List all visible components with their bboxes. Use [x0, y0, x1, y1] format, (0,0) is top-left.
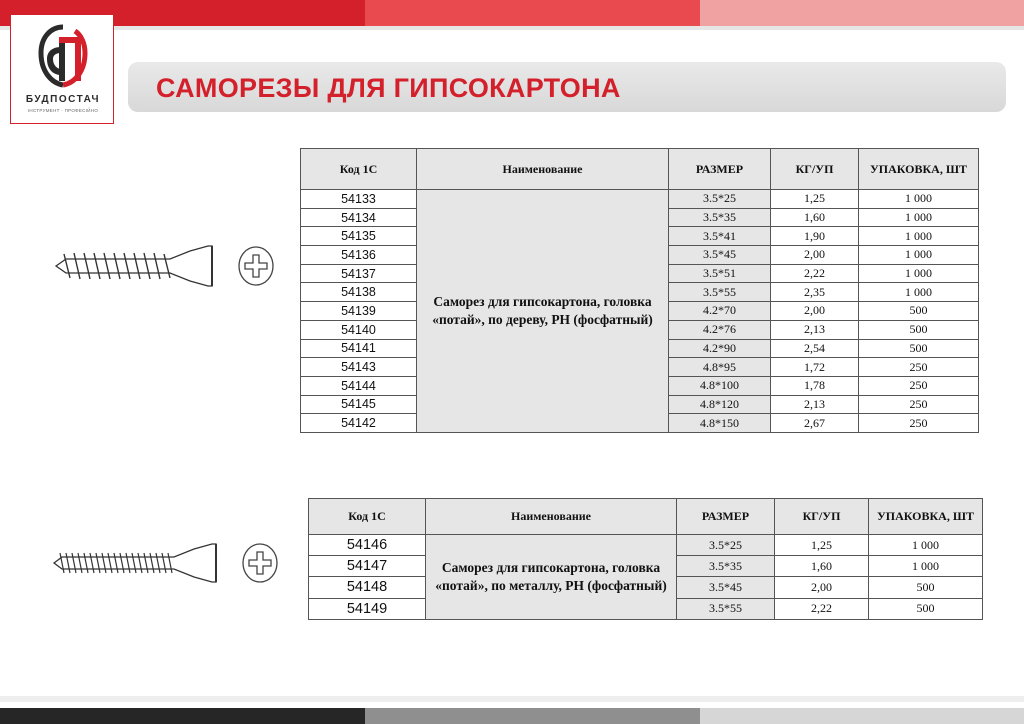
code-cell: 54136 — [301, 246, 417, 265]
size-cell: 3.5*35 — [669, 208, 771, 227]
kg-cell: 2,00 — [771, 246, 859, 265]
pack-cell: 1 000 — [859, 190, 979, 209]
kg-cell: 2,54 — [771, 339, 859, 358]
screw-wood-icon — [52, 242, 218, 290]
metal-screws-table — [308, 498, 983, 620]
pack-cell: 1 000 — [859, 208, 979, 227]
header-kg: КГ/УП — [771, 149, 859, 190]
bottom-bar-segment-light — [700, 708, 1024, 724]
title-banner — [128, 62, 1006, 112]
code-cell: 54138 — [301, 283, 417, 302]
code-cell: 54147 — [309, 556, 426, 577]
code-cell: 54133 — [301, 190, 417, 209]
phillips-head-icon — [236, 245, 276, 287]
header-pack: УПАКОВКА, ШТ — [869, 499, 983, 535]
kg-cell: 1,60 — [775, 556, 869, 577]
size-cell: 3.5*25 — [669, 190, 771, 209]
code-cell: 54145 — [301, 395, 417, 414]
kg-cell: 2,13 — [771, 320, 859, 339]
code-cell: 54146 — [309, 535, 426, 556]
pack-cell: 250 — [859, 414, 979, 433]
brand-tagline: ІНСТРУМЕНТ · ПРОФЕСІЙНО — [27, 108, 99, 113]
product-description: Саморез для гипсокартона, головка «потай», по металлу, PH (фосфатный) — [426, 535, 677, 620]
brand-name: БУДПОСТАЧ — [25, 94, 101, 105]
header-code: Код 1С — [309, 499, 426, 535]
size-cell: 3.5*45 — [669, 246, 771, 265]
size-cell: 3.5*25 — [677, 535, 775, 556]
code-cell: 54141 — [301, 339, 417, 358]
table-header-row — [301, 149, 979, 190]
kg-cell: 2,00 — [771, 302, 859, 321]
phillips-head-icon — [240, 542, 280, 584]
header-kg: КГ/УП — [775, 499, 869, 535]
size-cell: 4.8*120 — [669, 395, 771, 414]
header-pack: УПАКОВКА, ШТ — [859, 149, 979, 190]
pack-cell: 250 — [859, 358, 979, 377]
pack-cell: 1 000 — [859, 283, 979, 302]
code-cell: 54139 — [301, 302, 417, 321]
header-name: Наименование — [417, 149, 669, 190]
header-size: РАЗМЕР — [677, 499, 775, 535]
wood-screws-table — [300, 148, 979, 433]
kg-cell: 2,35 — [771, 283, 859, 302]
header-code: Код 1С — [301, 149, 417, 190]
size-cell: 4.8*100 — [669, 376, 771, 395]
code-cell: 54149 — [309, 598, 426, 619]
top-bar-segment-pink — [700, 0, 1024, 26]
brand-logo — [10, 14, 114, 124]
pack-cell: 500 — [859, 320, 979, 339]
kg-cell: 2,13 — [771, 395, 859, 414]
kg-cell: 2,00 — [775, 577, 869, 598]
code-cell: 54140 — [301, 320, 417, 339]
kg-cell: 1,60 — [771, 208, 859, 227]
bottom-bar-segment-dark — [0, 708, 365, 724]
pack-cell: 1 000 — [859, 264, 979, 283]
kg-cell: 1,25 — [771, 190, 859, 209]
pack-cell: 250 — [859, 376, 979, 395]
size-cell: 4.8*150 — [669, 414, 771, 433]
pack-cell: 500 — [859, 339, 979, 358]
size-cell: 3.5*45 — [677, 577, 775, 598]
code-cell: 54148 — [309, 577, 426, 598]
pack-cell: 500 — [869, 598, 983, 619]
size-cell: 3.5*51 — [669, 264, 771, 283]
size-cell: 3.5*35 — [677, 556, 775, 577]
pack-cell: 1 000 — [859, 227, 979, 246]
product-description: Саморез для гипсокартона, головка «потай», по дереву, PH (фосфатный) — [417, 190, 669, 433]
top-bar-shadow — [0, 26, 1024, 30]
bottom-bar-shadow — [0, 696, 1024, 702]
code-cell: 54142 — [301, 414, 417, 433]
pack-cell: 1 000 — [869, 556, 983, 577]
size-cell: 4.2*76 — [669, 320, 771, 339]
size-cell: 4.2*90 — [669, 339, 771, 358]
top-bar-segment-light-red — [365, 0, 700, 26]
kg-cell: 1,25 — [775, 535, 869, 556]
size-cell: 4.8*95 — [669, 358, 771, 377]
pack-cell: 1 000 — [859, 246, 979, 265]
size-cell: 3.5*55 — [669, 283, 771, 302]
code-cell: 54144 — [301, 376, 417, 395]
size-cell: 3.5*55 — [677, 598, 775, 619]
pack-cell: 1 000 — [869, 535, 983, 556]
code-cell: 54143 — [301, 358, 417, 377]
pack-cell: 500 — [859, 302, 979, 321]
kg-cell: 2,22 — [775, 598, 869, 619]
header-size: РАЗМЕР — [669, 149, 771, 190]
screw-metal-icon — [50, 540, 222, 586]
kg-cell: 1,72 — [771, 358, 859, 377]
kg-cell: 1,78 — [771, 376, 859, 395]
logo-mark-icon — [33, 23, 93, 91]
kg-cell: 1,90 — [771, 227, 859, 246]
table-header-row — [309, 499, 983, 535]
top-color-bar — [0, 0, 1024, 26]
pack-cell: 250 — [859, 395, 979, 414]
page-title: САМОРЕЗЫ ДЛЯ ГИПСОКАРТОНА — [156, 73, 621, 103]
table-row — [309, 535, 983, 556]
size-cell: 4.2*70 — [669, 302, 771, 321]
kg-cell: 2,22 — [771, 264, 859, 283]
code-cell: 54134 — [301, 208, 417, 227]
table-row — [301, 190, 979, 209]
pack-cell: 500 — [869, 577, 983, 598]
size-cell: 3.5*41 — [669, 227, 771, 246]
kg-cell: 2,67 — [771, 414, 859, 433]
code-cell: 54135 — [301, 227, 417, 246]
code-cell: 54137 — [301, 264, 417, 283]
bottom-color-bar — [0, 708, 1024, 724]
bottom-bar-segment-gray — [365, 708, 700, 724]
header-name: Наименование — [426, 499, 677, 535]
